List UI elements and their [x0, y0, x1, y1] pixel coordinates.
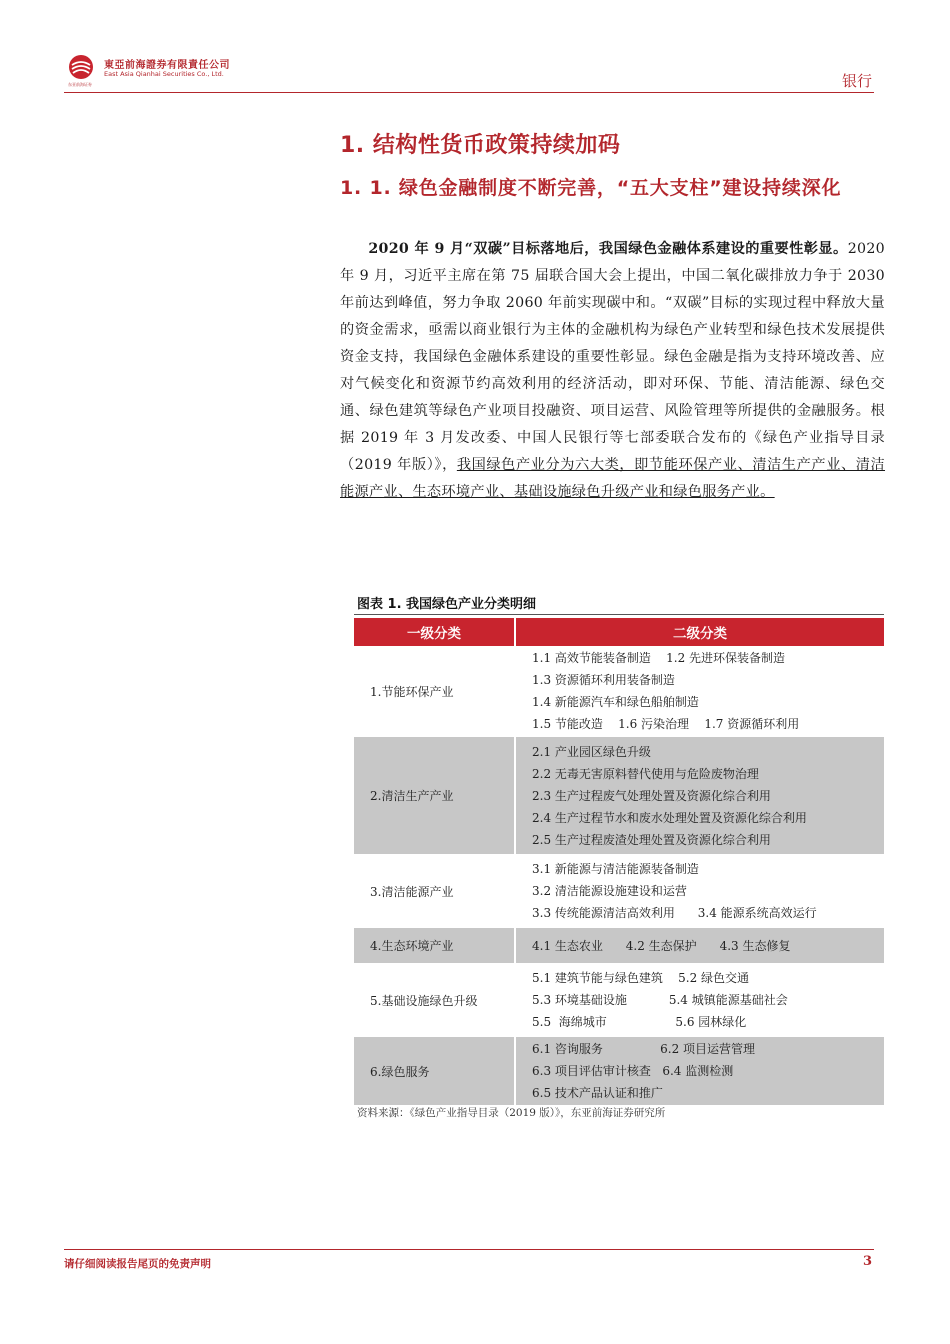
row-subcategories	[515, 964, 884, 1037]
row-subcategories	[515, 855, 884, 928]
body-paragraph	[340, 236, 885, 506]
subcategory-line: 2.5 生产过程废渣处理处置及资源化综合利用	[532, 832, 771, 847]
table-row	[354, 1037, 884, 1106]
subcategory-line: 1.1 高效节能装备制造 1.2 先进环保装备制造	[532, 651, 786, 665]
subcategory-line: 1.4 新能源汽车和绿色船舶制造	[532, 695, 699, 709]
table-row	[354, 646, 884, 737]
subcategory-line: 2.4 生产过程节水和废水处理处置及资源化综合利用	[532, 810, 807, 825]
subcategory-line: 6.3 项目评估审计核查 6.4 监测检测	[532, 1064, 734, 1078]
row-category: 4.生态环境产业	[354, 928, 515, 964]
subsection-heading: 1. 1. 绿色金融制度不断完善，“五大支柱”建设持续深化	[340, 177, 842, 199]
subcategory-line: 5.5 海绵城市 5.6 园林绿化	[532, 1015, 747, 1029]
footer-divider	[64, 1249, 874, 1250]
subcategory-line: 4.1 生态农业 4.2 生态保护 4.3 生态修复	[532, 938, 791, 953]
classification-table	[354, 618, 884, 1106]
row-category: 3.清洁能源产业	[354, 855, 515, 928]
row-category: 1.节能环保产业	[354, 646, 515, 737]
subcategory-line: 5.3 环境基础设施 5.4 城镇能源基础社会	[532, 993, 788, 1007]
paragraph-lead: 2020 年 9 月“双碳”目标落地后，我国绿色金融体系建设的重要性彰显。	[368, 241, 848, 257]
table-row	[354, 964, 884, 1037]
company-name-cn: 東亞前海證券有限責任公司	[104, 60, 230, 71]
company-logo-tag: 东亚前海证券	[68, 82, 92, 87]
row-category: 5.基础设施绿色升级	[354, 964, 515, 1037]
table-row	[354, 855, 884, 928]
row-subcategories	[515, 1037, 884, 1106]
table-row	[354, 928, 884, 964]
row-subcategories	[515, 928, 884, 964]
subcategory-line: 5.1 建筑节能与绿色建筑 5.2 绿色交通	[532, 971, 750, 985]
section-heading: 1. 结构性货币政策持续加码	[340, 133, 621, 158]
table-header-primary: 一级分类	[354, 618, 515, 646]
table-title: 图表 1. 我国绿色产业分类明细	[357, 597, 537, 612]
subcategory-line: 3.1 新能源与清洁能源装备制造	[532, 862, 699, 876]
report-category: 银行	[841, 72, 872, 90]
page-number: 3	[862, 1254, 872, 1269]
footer-disclaimer: 请仔细阅读报告尾页的免责声明	[64, 1258, 211, 1270]
subcategory-line: 6.5 技术产品认证和推广	[532, 1086, 663, 1100]
subcategory-line: 3.2 清洁能源设施建设和运营	[532, 884, 687, 898]
subcategory-line: 6.1 咨询服务 6.2 项目运营管理	[532, 1042, 756, 1056]
table-header-secondary: 二级分类	[515, 618, 884, 646]
table-source-note: 资料来源：《绿色产业指导目录（2019 版）》，东亚前海证券研究所	[357, 1107, 666, 1119]
table-row	[354, 737, 884, 855]
company-logo-icon	[68, 54, 94, 80]
row-subcategories	[515, 737, 884, 855]
paragraph-underlined: 我国绿色产业分为六大类，即节能环保产业、清洁生产产业、清洁能源产业、生态环境产业、基础设施绿色升级产业和绿色服务产业。	[340, 457, 886, 500]
row-subcategories	[515, 646, 884, 737]
row-category: 2.清洁生产产业	[354, 737, 515, 855]
subcategory-line: 2.1 产业园区绿色升级	[532, 744, 651, 759]
subcategory-line: 1.5 节能改造 1.6 污染治理 1.7 资源循环利用	[532, 717, 800, 731]
paragraph-body: 2020 年 9 月，习近平主席在第 75 届联合国大会上提出，中国二氧化碳排放力争于 2030 年前达到峰值，努力争取 2060 年前实现碳中和。“双碳”目标的实现过程中释放大量的资金需求，亟需以商业银行为主体的金融机构为绿色产业转型和绿色技术发展提供资金支持，我国绿色金融体系建设的重要性彰显。绿色金融是指为支持环境改善、应对气候变化和资源节约高效利用的经济活动，即对环保、节能、清洁能源、绿色交通、绿色建筑等绿色产业项目投融资、项目运营、风险管理等所提供的金融服务。根据 2019 年 3 月发改委、中国人民银行等七部委联合发布的《绿色产业指导目录（2019 年版）》，	[340, 241, 885, 473]
header-divider	[64, 92, 874, 93]
subcategory-line: 1.3 资源循环利用装备制造	[532, 673, 675, 687]
page-header	[64, 48, 886, 94]
subcategory-line: 2.2 无毒无害原料替代使用与危险废物治理	[532, 766, 759, 781]
subcategory-line: 3.3 传统能源清洁高效利用 3.4 能源系统高效运行	[532, 906, 817, 920]
row-category: 6.绿色服务	[354, 1037, 515, 1106]
table-title-rule	[354, 614, 884, 615]
subcategory-line: 2.3 生产过程废气处理处置及资源化综合利用	[532, 788, 771, 803]
company-name-en: East Asia Qianhai Securities Co., Ltd.	[104, 70, 224, 78]
